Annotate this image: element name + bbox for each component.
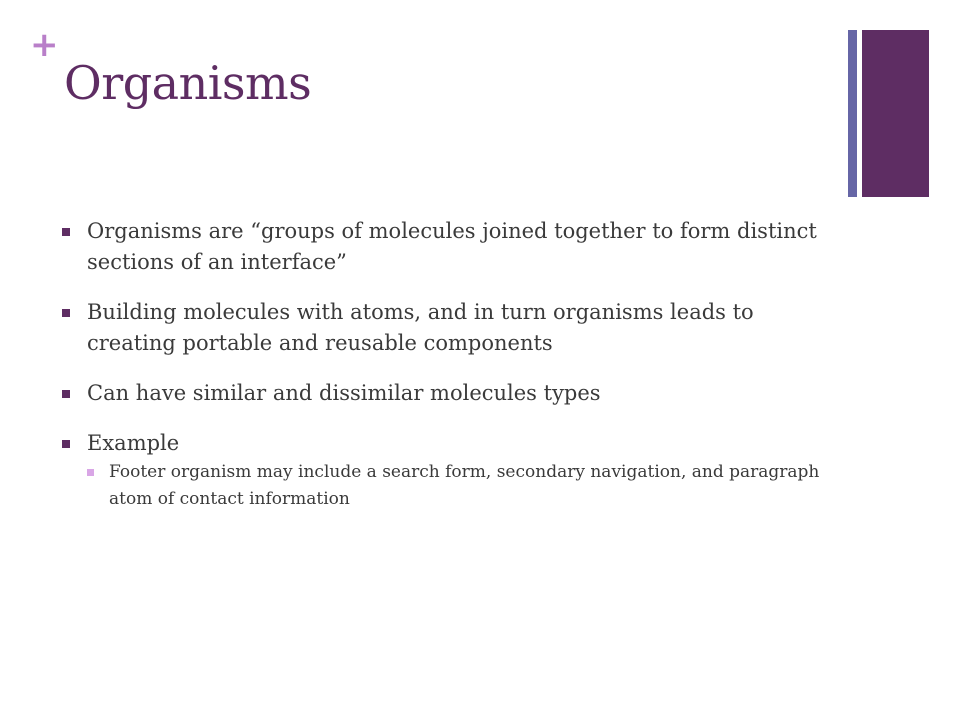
bullet-text: Can have similar and dissimilar molecules types bbox=[87, 381, 601, 405]
square-bullet-icon bbox=[62, 440, 70, 448]
accent-bar-wide bbox=[862, 30, 929, 197]
bullet-text: Example bbox=[87, 431, 180, 455]
bullet-list bbox=[62, 216, 842, 532]
bullet-item bbox=[62, 216, 842, 278]
plus-icon: + bbox=[30, 25, 59, 65]
square-sub-bullet-icon bbox=[87, 469, 94, 476]
bullet-text: Building molecules with atoms, and in turn organisms leads to creating portable and reusable components bbox=[87, 300, 754, 355]
bullet-item bbox=[62, 297, 842, 359]
sub-bullet-list bbox=[87, 459, 842, 513]
sub-bullet-item bbox=[87, 459, 842, 513]
bullet-item bbox=[62, 378, 842, 409]
slide-title: Organisms bbox=[64, 56, 312, 110]
accent-bar-thin bbox=[848, 30, 857, 197]
bullet-text: Organisms are “groups of molecules joined together to form distinct sections of an interface” bbox=[87, 219, 817, 274]
bullet-item bbox=[62, 428, 842, 513]
square-bullet-icon bbox=[62, 309, 70, 317]
square-bullet-icon bbox=[62, 390, 70, 398]
sub-bullet-text: Footer organism may include a search form, secondary navigation, and paragraph atom of contact information bbox=[109, 462, 820, 509]
square-bullet-icon bbox=[62, 228, 70, 236]
